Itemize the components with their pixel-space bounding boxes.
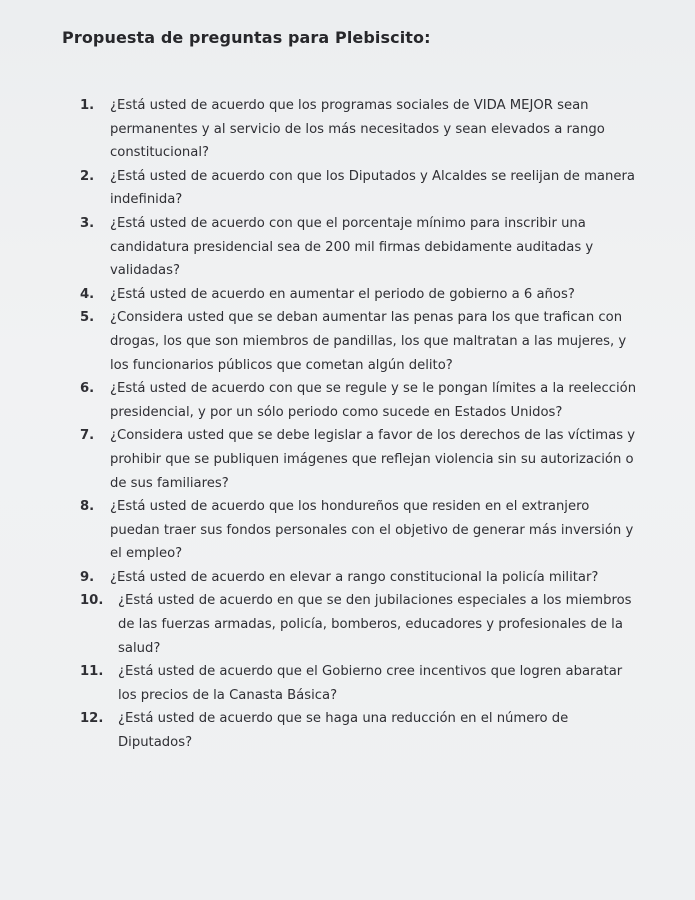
question-number: 5. (80, 310, 95, 326)
question-item-3 (80, 212, 640, 283)
question-item-12 (80, 707, 640, 754)
question-number: 8. (80, 499, 95, 515)
question-number: 3. (80, 215, 95, 231)
question-number: 10. (80, 593, 104, 609)
question-text: ¿Está usted de acuerdo en que se den jubilaciones especiales a los miembros de las fuerzas armadas, policía, bomberos, educadores y profesionales de la salud? (118, 593, 632, 656)
question-number: 7. (80, 428, 95, 444)
question-text: ¿Está usted de acuerdo que los programas sociales de VIDA MEJOR sean permanentes y al servicio de los más necesitados y sean elevados a rango constitucional? (110, 98, 605, 161)
questions-list (80, 94, 640, 755)
question-number: 11. (80, 664, 104, 680)
question-number: 9. (80, 569, 95, 585)
question-item-5 (80, 306, 640, 377)
question-item-6 (80, 377, 640, 424)
question-number: 2. (80, 168, 95, 184)
question-text: ¿Está usted de acuerdo con que los Diputados y Alcaldes se reelijan de manera indefinida? (110, 168, 635, 208)
question-text: ¿Está usted de acuerdo que el Gobierno cree incentivos que logren abaratar los precios de la Canasta Básica? (118, 664, 623, 703)
question-number: 12. (80, 711, 104, 727)
question-item-2 (80, 165, 640, 212)
question-text: ¿Está usted de acuerdo que los hondureños que residen en el extranjero puedan traer sus fondos personales con el objetivo de generar más inversión y el empleo? (110, 499, 634, 562)
question-text: ¿Está usted de acuerdo que se haga una reducción en el número de Diputados? (118, 711, 569, 751)
question-text: ¿Está usted de acuerdo con que el porcentaje mínimo para inscribir una candidatura presidencial sea de 200 mil firmas debidamente auditadas y validadas? (110, 215, 594, 279)
question-number: 6. (80, 381, 95, 397)
question-text: ¿Está usted de acuerdo en elevar a rango constitucional la policía militar? (110, 569, 599, 585)
question-text: ¿Está usted de acuerdo con que se regule y se le pongan límites a la reelección presidencial, y por un sólo periodo como sucede en Estados Unidos? (110, 381, 637, 420)
question-item-11 (80, 660, 640, 707)
question-item-8 (80, 495, 640, 566)
question-number: 1. (80, 98, 95, 113)
question-text: ¿Considera usted que se deban aumentar las penas para los que trafican con drogas, los que son miembros de pandillas, los que maltratan a las mujeres, y los funcionarios públicos que cometan algún delito? (110, 310, 627, 373)
question-text: ¿Considera usted que se debe legislar a favor de los derechos de las víctimas y prohibir que se publiquen imágenes que reflejan violencia sin su autorización o de sus familiares? (110, 428, 636, 491)
question-text: ¿Está usted de acuerdo en aumentar el periodo de gobierno a 6 años? (110, 286, 575, 302)
question-item-10 (80, 589, 640, 660)
question-item-9 (80, 566, 640, 590)
document-title: Propuesta de preguntas para Plebiscito: (62, 28, 431, 47)
question-item-4 (80, 283, 640, 307)
question-number: 4. (80, 286, 95, 302)
question-item-7 (80, 424, 640, 495)
question-item-1 (80, 94, 640, 165)
